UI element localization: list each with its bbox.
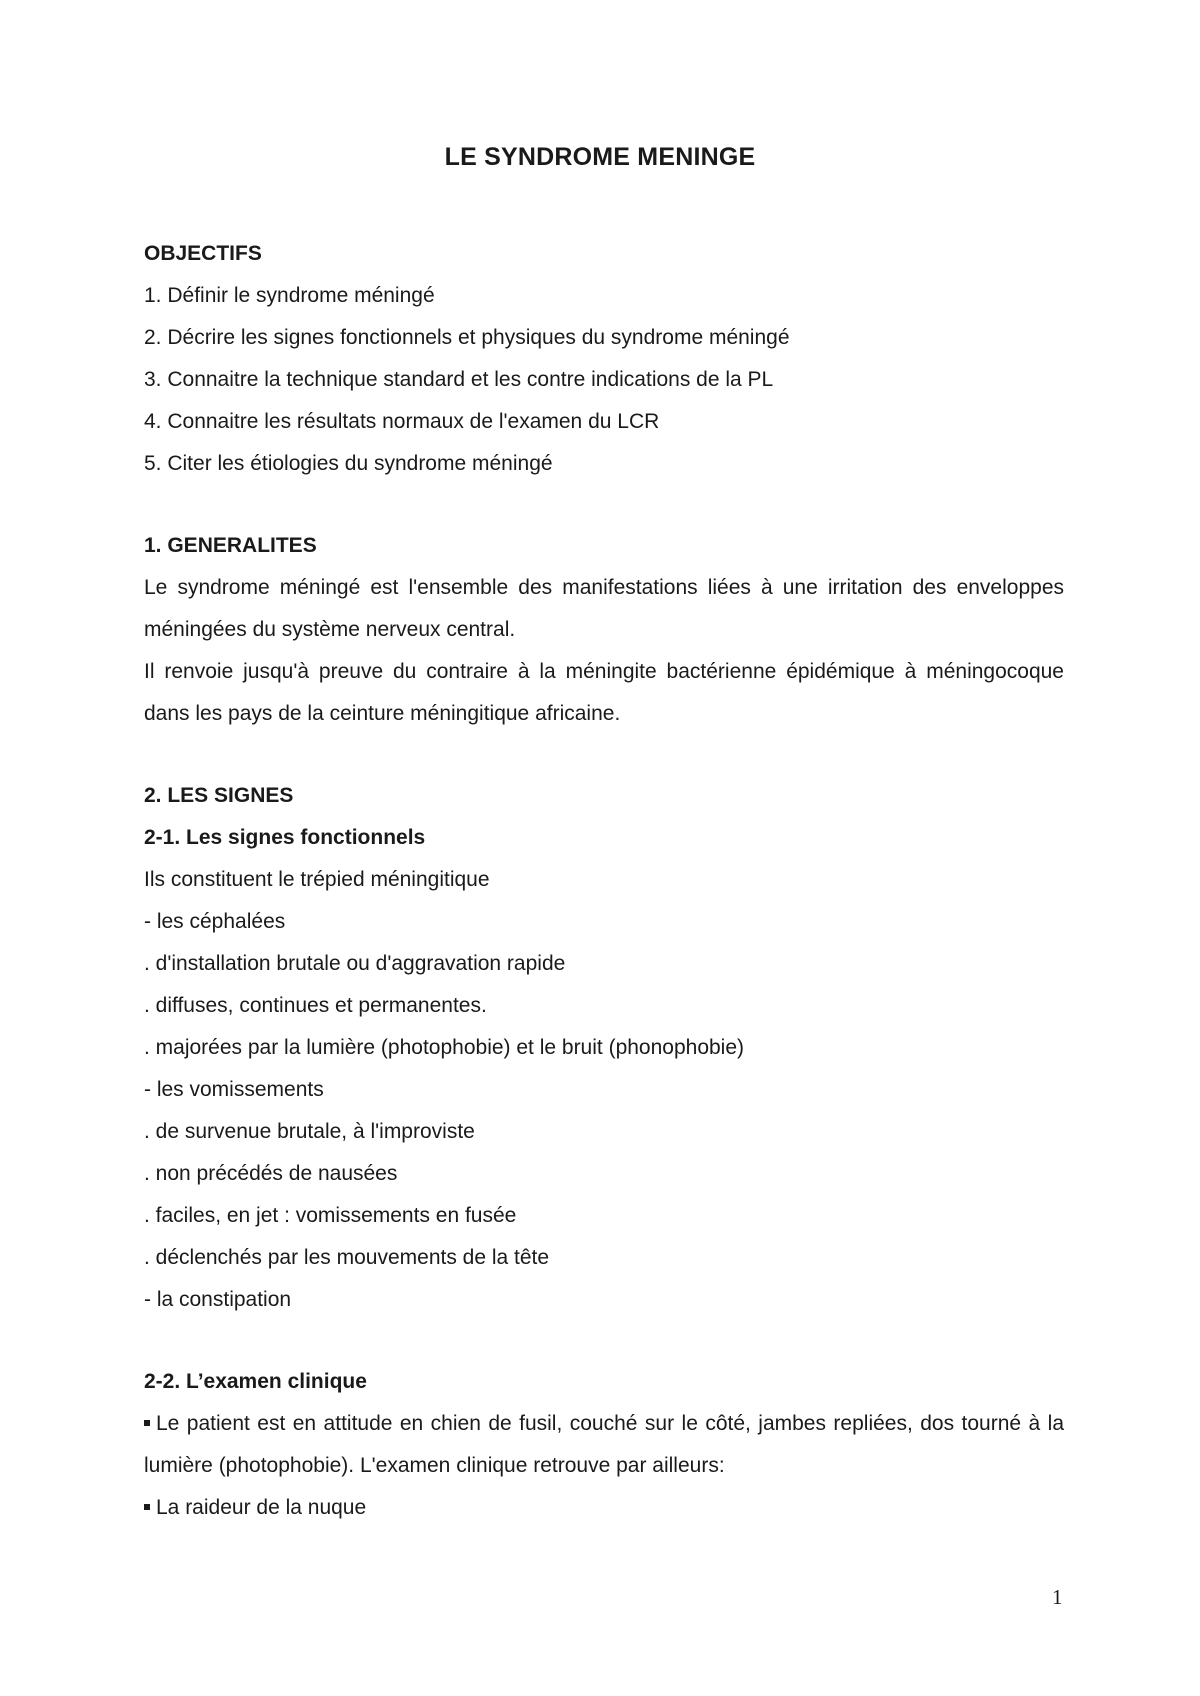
signes-line: . faciles, en jet : vomissements en fusée — [144, 1204, 517, 1227]
objectif-item: 1. Définir le syndrome méningé — [144, 284, 435, 307]
objectifs-heading: OBJECTIFS — [144, 242, 262, 265]
section-spacer — [144, 485, 1064, 525]
examen-clinique-item — [144, 1487, 1064, 1529]
signes-fonctionnels-heading: 2-1. Les signes fonctionnels — [144, 826, 426, 849]
generalites-paragraph: Il renvoie jusqu'à preuve du contraire à la méningite bactérienne épidémique à méningocoque dans les pays de la ceinture méningitique africaine. — [144, 660, 1064, 725]
signes-line: Ils constituent le trépied méningitique — [144, 868, 490, 891]
square-bullet-icon — [144, 1420, 150, 1426]
objectif-item: 5. Citer les étiologies du syndrome méningé — [144, 452, 553, 475]
objectif-item: 2. Décrire les signes fonctionnels et physiques du syndrome méningé — [144, 326, 790, 349]
page-number: 1 — [1052, 1585, 1063, 1609]
examen-clinique-item-text: La raideur de la nuque — [156, 1496, 367, 1519]
generalites-heading: 1. GENERALITES — [144, 534, 317, 557]
signes-line: . d'installation brutale ou d'aggravation rapide — [144, 952, 566, 975]
objectif-item: 4. Connaitre les résultats normaux de l'examen du LCR — [144, 410, 660, 433]
document-body — [144, 233, 1064, 1529]
signes-line: - la constipation — [144, 1288, 292, 1311]
square-bullet-icon — [144, 1504, 150, 1510]
signes-heading: 2. LES SIGNES — [144, 784, 294, 807]
objectif-item: 3. Connaitre la technique standard et les contre indications de la PL — [144, 368, 774, 391]
signes-line: . de survenue brutale, à l'improviste — [144, 1120, 475, 1143]
examen-clinique-heading: 2-2. L’examen clinique — [144, 1370, 367, 1393]
section-spacer — [144, 1321, 1064, 1361]
signes-line: - les céphalées — [144, 910, 286, 933]
signes-line: . majorées par la lumière (photophobie) et le bruit (phonophobie) — [144, 1036, 745, 1059]
signes-line: . non précédés de nausées — [144, 1162, 398, 1185]
section-spacer — [144, 735, 1064, 775]
signes-line: . déclenchés par les mouvements de la tête — [144, 1246, 550, 1269]
examen-clinique-paragraph — [144, 1403, 1064, 1487]
examen-clinique-text: Le patient est en attitude en chien de fusil, couché sur le côté, jambes repliées, dos tourné à la lumière (photophobie). L'examen clinique retrouve par ailleurs: — [144, 1412, 1064, 1477]
generalites-paragraph: Le syndrome méningé est l'ensemble des manifestations liées à une irritation des enveloppes méningées du système nerveux central. — [144, 576, 1064, 641]
document-title: LE SYNDROME MENINGE — [444, 143, 756, 171]
signes-line: . diffuses, continues et permanentes. — [144, 994, 487, 1017]
signes-line: - les vomissements — [144, 1078, 324, 1101]
